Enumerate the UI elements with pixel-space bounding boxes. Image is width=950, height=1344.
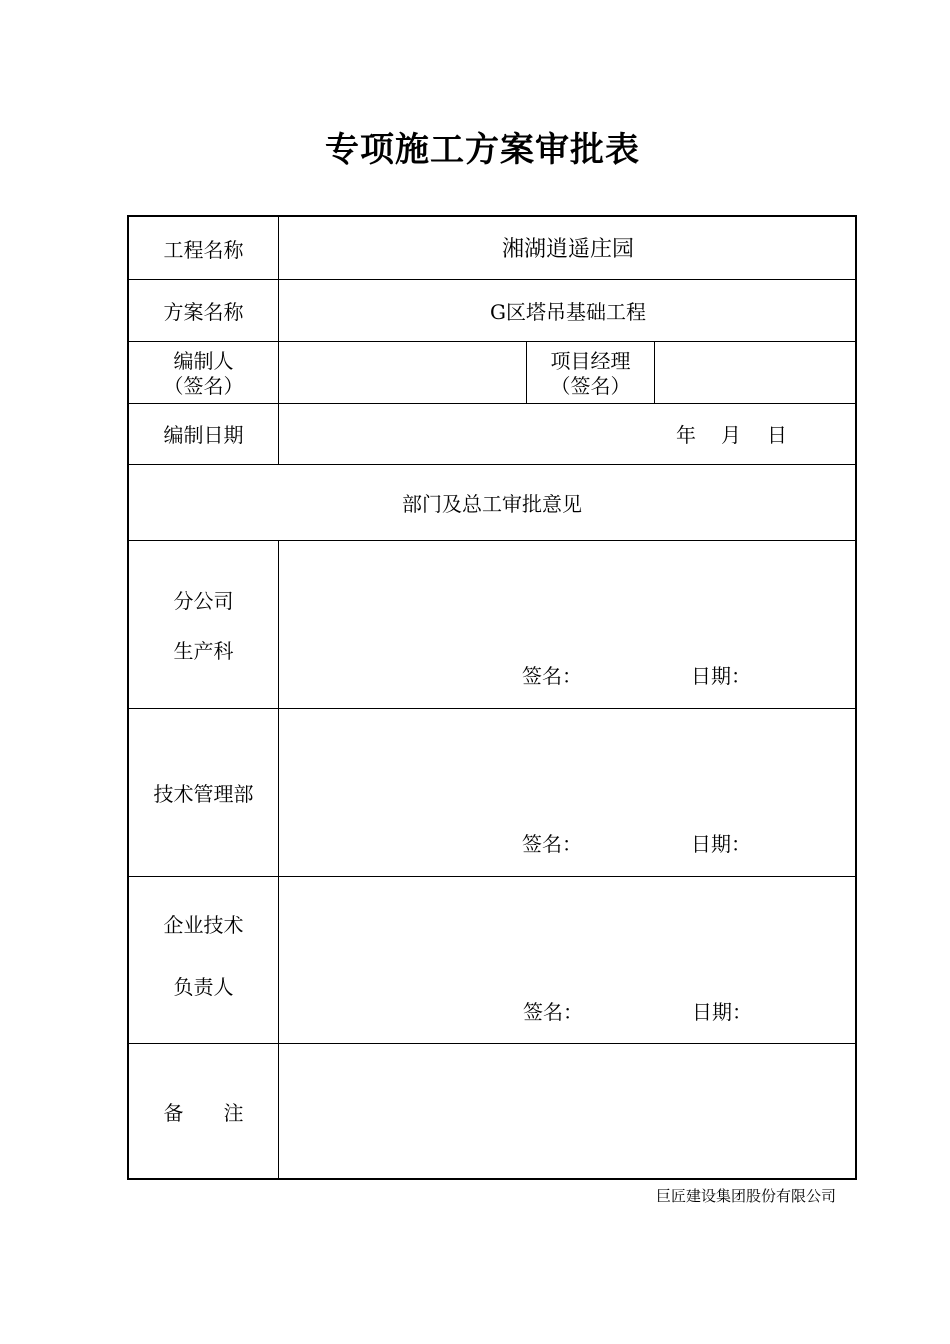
company-footer: 巨匠建设集团股份有限公司 — [655, 1187, 836, 1205]
project-name-label: 工程名称 — [163, 238, 244, 262]
branch-label-line2: 生产科 — [173, 639, 234, 663]
project-manager-label: 项目经理 — [550, 349, 631, 373]
compile-date-label: 编制日期 — [163, 423, 244, 447]
chief-sign-label: 签名： — [523, 1000, 583, 1024]
remarks-field[interactable] — [279, 1047, 855, 1177]
remarks-label: 备 注 — [163, 1101, 244, 1125]
chief-tech-label: 企业技术 — [163, 913, 244, 937]
tech-dept-label: 技术管理部 — [153, 782, 254, 806]
tech-sign-label: 签名： — [522, 832, 582, 856]
date-year: 年 — [676, 423, 696, 447]
row-divider — [129, 403, 855, 404]
date-day: 日 — [767, 423, 787, 447]
tech-date-label: 日期： — [691, 832, 751, 856]
approval-form-table — [127, 215, 857, 1180]
author-label: 编制人 — [173, 349, 234, 373]
chief-tech-label-line2: 负责人 — [173, 975, 234, 999]
branch-label: 分公司 — [173, 589, 234, 613]
plan-name-value: G区塔吊基础工程 — [490, 300, 646, 324]
chief-date-label: 日期： — [692, 1000, 752, 1024]
project-manager-label-sign: （签名） — [550, 374, 631, 398]
project-name-value: 湘湖逍遥庄园 — [501, 237, 634, 262]
author-label-sign: （签名） — [163, 374, 244, 398]
row-divider — [129, 341, 855, 342]
branch-sign-label: 签名： — [522, 664, 582, 688]
author-signature-field[interactable] — [279, 347, 526, 397]
row-divider — [129, 540, 855, 541]
plan-name-label: 方案名称 — [163, 300, 244, 324]
approval-section-header: 部门及总工审批意见 — [402, 492, 582, 516]
row-divider — [129, 464, 855, 465]
project-manager-signature-field[interactable] — [655, 347, 855, 397]
row-divider — [129, 876, 855, 877]
row-divider — [129, 279, 855, 280]
row-divider — [129, 1043, 855, 1044]
branch-date-label: 日期： — [691, 664, 751, 688]
page-title: 专项施工方案审批表 — [325, 130, 640, 170]
date-month: 月 — [721, 423, 741, 447]
row-divider — [129, 708, 855, 709]
